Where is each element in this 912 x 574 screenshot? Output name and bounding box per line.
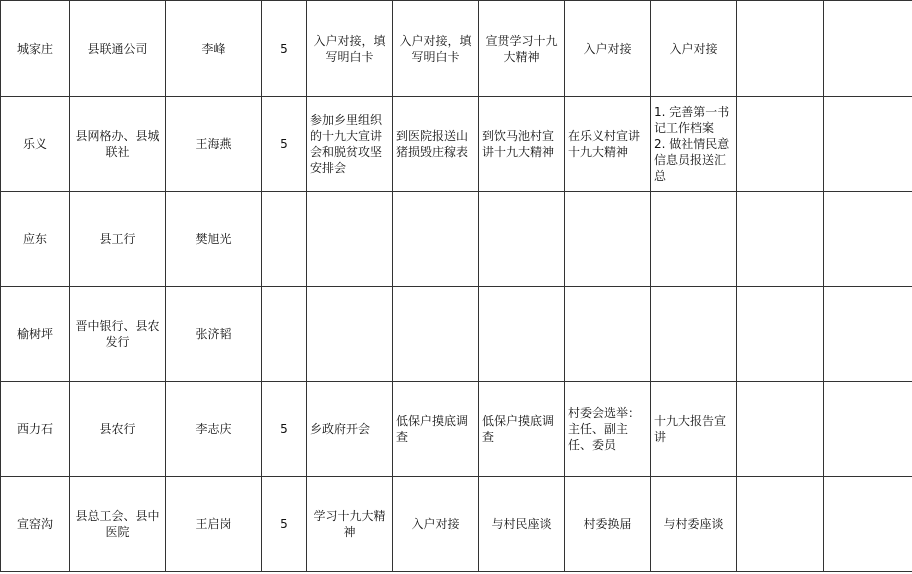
work-cell-2: 入户对接，填写明白卡	[393, 1, 479, 97]
work-cell-7	[824, 192, 912, 287]
unit-cell: 县网格办、县城联社	[70, 97, 166, 192]
table-row	[1, 192, 912, 287]
table-row	[1, 287, 912, 382]
work-cell-3: 与村民座谈	[479, 477, 565, 572]
work-cell-6	[737, 1, 824, 97]
work-cell-2	[393, 192, 479, 287]
village-cell: 乐义	[1, 97, 70, 192]
work-cell-6	[737, 382, 824, 477]
unit-cell: 县总工会、县中医院	[70, 477, 166, 572]
work-cell-7	[824, 97, 912, 192]
village-cell: 西力石	[1, 382, 70, 477]
work-cell-6	[737, 287, 824, 382]
work-cell-4: 村委换届	[565, 477, 651, 572]
work-cell-7	[824, 287, 912, 382]
person-cell: 张济韬	[166, 287, 262, 382]
work-cell-2: 低保户摸底调查	[393, 382, 479, 477]
work-cell-7	[824, 382, 912, 477]
work-cell-1: 入户对接，填写明白卡	[307, 1, 393, 97]
table-row	[1, 477, 912, 572]
work-cell-3: 低保户摸底调查	[479, 382, 565, 477]
work-cell-4: 在乐义村宣讲十九大精神	[565, 97, 651, 192]
person-cell: 李志庆	[166, 382, 262, 477]
person-cell: 王海燕	[166, 97, 262, 192]
days-cell: 5	[262, 477, 307, 572]
work-cell-1: 乡政府开会	[307, 382, 393, 477]
work-cell-1: 学习十九大精神	[307, 477, 393, 572]
work-cell-5	[651, 287, 737, 382]
work-cell-2	[393, 287, 479, 382]
table-body	[1, 1, 912, 572]
work-cell-2: 入户对接	[393, 477, 479, 572]
work-cell-5: 1. 完善第一书记工作档案 2. 做社情民意信息员报送汇总	[651, 97, 737, 192]
days-cell	[262, 192, 307, 287]
work-cell-3	[479, 192, 565, 287]
work-cell-2: 到医院报送山猪损毁庄稼表	[393, 97, 479, 192]
days-cell	[262, 287, 307, 382]
work-cell-1	[307, 192, 393, 287]
work-cell-7	[824, 1, 912, 97]
person-cell: 王启岗	[166, 477, 262, 572]
village-cell: 城家庄	[1, 1, 70, 97]
village-cell: 榆树坪	[1, 287, 70, 382]
work-cell-3: 宣贯学习十九大精神	[479, 1, 565, 97]
work-cell-5: 入户对接	[651, 1, 737, 97]
work-cell-3: 到饮马池村宣讲十九大精神	[479, 97, 565, 192]
work-cell-4	[565, 192, 651, 287]
days-cell: 5	[262, 382, 307, 477]
table-row	[1, 97, 912, 192]
person-cell: 李峰	[166, 1, 262, 97]
work-cell-6	[737, 477, 824, 572]
work-cell-4	[565, 287, 651, 382]
work-cell-4: 村委会选举：主任、副主任、委员	[565, 382, 651, 477]
unit-cell: 县联通公司	[70, 1, 166, 97]
days-cell: 5	[262, 1, 307, 97]
unit-cell: 县农行	[70, 382, 166, 477]
work-cell-4: 入户对接	[565, 1, 651, 97]
unit-cell: 晋中银行、县农发行	[70, 287, 166, 382]
work-cell-3	[479, 287, 565, 382]
work-cell-7	[824, 477, 912, 572]
village-cell: 宣窑沟	[1, 477, 70, 572]
person-cell: 樊旭光	[166, 192, 262, 287]
table-row	[1, 1, 912, 97]
work-cell-5: 十九大报告宣讲	[651, 382, 737, 477]
work-cell-6	[737, 192, 824, 287]
work-cell-1	[307, 287, 393, 382]
work-cell-5	[651, 192, 737, 287]
table-row	[1, 382, 912, 477]
work-cell-6	[737, 97, 824, 192]
village-cell: 应东	[1, 192, 70, 287]
days-cell: 5	[262, 97, 307, 192]
work-cell-1: 参加乡里组织的十九大宣讲会和脱贫攻坚安排会	[307, 97, 393, 192]
work-cell-5: 与村委座谈	[651, 477, 737, 572]
unit-cell: 县工行	[70, 192, 166, 287]
